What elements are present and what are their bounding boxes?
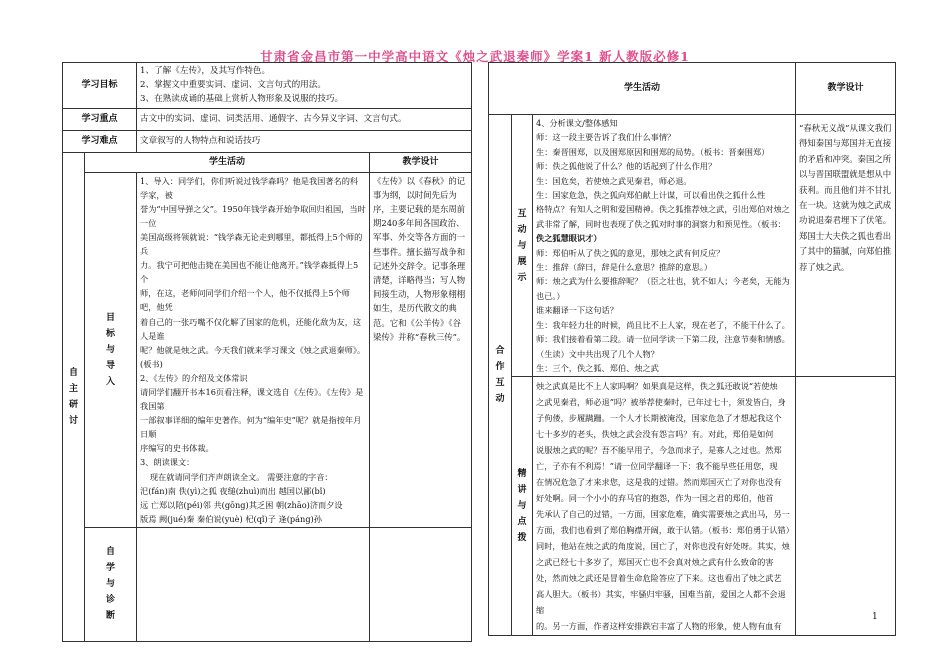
self-diagnosis-content [137, 527, 370, 641]
left-table [62, 62, 472, 642]
intro-design-note: 《左传》以《春秋》的记事为纲，以时间先后为序，主要记载的是东周前期240多年间各国政治、军事、外交等各方面的一些事件。擅长描写战争和记述外交辞令。记事条理清楚，详略得当；写人物间接生动，人物形象栩栩如生，是历代散文的典范。它和《公羊传》《谷梁传》并称“春秋三传”。 [370, 172, 472, 527]
objective-item: 2、掌握文中重要实词、虚词、文言句式的用法。 [140, 80, 326, 91]
teaching-design-header: 教学设计 [370, 152, 472, 172]
page-number: 1 [872, 612, 878, 622]
intro-content: 1、导入：同学们，你们听说过钱学森吗？他是我国著名的科学家，被 誉为“中国导弹之父”。1950年钱学森开始争取回归祖国，当时一位 美国高级将领就说：“钱学森无论走到哪里，都抵得上5个师的兵 力。我宁可把他击毙在美国也不能让他离开。”钱学森抵得上5个 师，在这，老师问同学们介绍一个人，他不仅抵得上5个师吧，他凭 着自己的一张巧嘴不仅化解了国家的危机，还能化敌为友，这人是谁 呢？他就是烛之武。今天我们就来学习课文《烛之武退秦师》。(板书) 2、《左传》的介绍及文体常识 请同学们翻开书本16页看注释，课文选自《左传》。《左传》是我国第 一部叙事详细的编年史著作。何为“编年史”呢？就是指按年月日顺 序编写的史书体裁。 3、朗读课文： 现在就请同学们齐声朗读全文。 需要注意的字音： 汜(fán)南 佚(yì)之狐 夜缒(zhuì)而出 越国以鄙(bǐ) 远 亡郑以陪(péi)邻 共(gōng)其乏困 朝(zhāo)济而夕设 版焉 阙(jué)秦 秦伯说(yuè) 杞(qǐ)子 逢(páng)孙 [137, 172, 370, 527]
self-diagnosis-label: 自 学 与 诊 断 [85, 527, 137, 641]
right-table [488, 62, 896, 636]
objective-item: 1、了解《左传》，及其写作特色。 [140, 66, 271, 76]
objectives-label: 学习目标 [63, 63, 137, 109]
student-activity-header: 学生活动 [489, 63, 796, 115]
interaction-content: 4、分析课文/整体感知 师：这一段主要告诉了我们什么事情？ 生：秦晋围郑，以及围郑原因和围郑的局势。（板书：晋秦围郑） 师：佚之狐他说了什么？他的话起到了什么作用？ 生：国危矣，若使烛之武见秦君，师必退。 生：国家危急，佚之狐向郑伯献上计谋，可以看出佚之狐什么性 格特点？有知人之明和爱国精神。佚之狐推荐烛之武，引出郑伯对烛之 武非常了解，同时也表现了佚之狐对时事的洞察力和预见性。（板书： 佚之狐慧眼识才） 师：郑伯听从了佚之狐的意见，那烛之武有何反应？ 生：推辞（辞曰，辞是什么意思？推辞的意思。） 师：烛之武为什么要推辞呢？（臣之壮也，犹不如人；今老矣，无能为 也已。） 谁来翻译一下这句话？ 生：我年轻力壮的时候，尚且比不上人家，现在老了，不能干什么了。 师：我们接着看第二段。请一位同学读一下第二段，注意节奏和情感。 （生读）文中共出现了几个人物？ 生：三个，佚之狐、郑伯、烛之武 [533, 115, 796, 377]
explanation-label: 精 讲 与 点 拨 [512, 377, 533, 636]
page-title: 甘肃省金昌市第一中学高中语文《烛之武退秦师》学案1 新人教版必修1 [260, 49, 690, 64]
self-study-section-label: 自 主 研 讨 [63, 152, 85, 641]
objectives-list [137, 63, 472, 109]
difficulty-label: 学习难点 [63, 130, 137, 152]
explanation-content: 烛之武真是比不上人家吗啊？如果真是这样，佚之狐还敢说“若使烛 之武见秦君，师必退”吗？被举荐使秦时，已年过七十，须发皆白，身 子佝偻，步履蹒跚。一个人才长期被淹没，国家危急了才想起我这个 七十多岁的老头，佚烛之武会没有怨言吗？有。对此，郑伯是如何 说服烛之武的呢？吾不能早用子，今急而求子，是寡人之过也。然郑 亡，子亦有不利焉！”请一位同学翻译一下：我不能早些任用您，现 在情况危急了才来求您，这是我的过错。然而郑国灭亡了对你也没有 好处啊。同一个小小的弃马官的抱怨，作为一国之君的郑伯，他首 先承认了自己的过错，一方面，国家危难，确实需要烛之武出马，另一 方面，我们也看到了郑伯胸襟开阔，敢于认错。（板书：郑伯勇于认错） 同时，他站在烛之武的角度说，国亡了，对你也没有好处呀。其实，烛 之武已经七十多岁了，郑国灭亡也不会真对烛之武有什么致命的害 处，然而烛之武还是冒着生命危险答应了下来。这也看出了烛之武艺 高人胆大。（板书）其实，牢骚归牢骚，国难当前，爱国之人都不会退缩 的。另一方面，作者这样安排跌宕丰富了人物的形象，使人物有血有 [533, 377, 796, 636]
objective-item: 3、在熟读成诵的基础上赏析人物形象及说服的技巧。 [140, 94, 344, 105]
keypoints-label: 学习重点 [63, 108, 137, 130]
explanation-design [796, 377, 896, 636]
self-diagnosis-design [370, 527, 472, 641]
interaction-label: 互 动 与 展 示 [512, 115, 533, 377]
teaching-design-header: 教学设计 [796, 63, 896, 115]
difficulty-text: 文章叙写的人物特点和说话技巧 [137, 130, 472, 152]
interaction-design-note: “春秋无义战”从课文我们得知秦国与郑国并无直接的矛盾和冲突。秦国之所以与晋国联盟就是想从中获利。而且他们并不甘扎在一块。这就为烛之武成功说退秦君埋下了伏笔。郑国士大夫佚之狐也看出了其中的猫腻，向郑伯推荐了烛之武。 [796, 115, 896, 377]
intro-section-label: 目 标 与 导 入 [85, 172, 137, 527]
student-activity-header: 学生活动 [85, 152, 370, 172]
keypoints-text: 古文中的实词、虚词、词类活用、通假字、古今异义字词、文言句式。 [137, 108, 472, 130]
cooperation-section-label: 合 作 互 动 [489, 115, 512, 636]
